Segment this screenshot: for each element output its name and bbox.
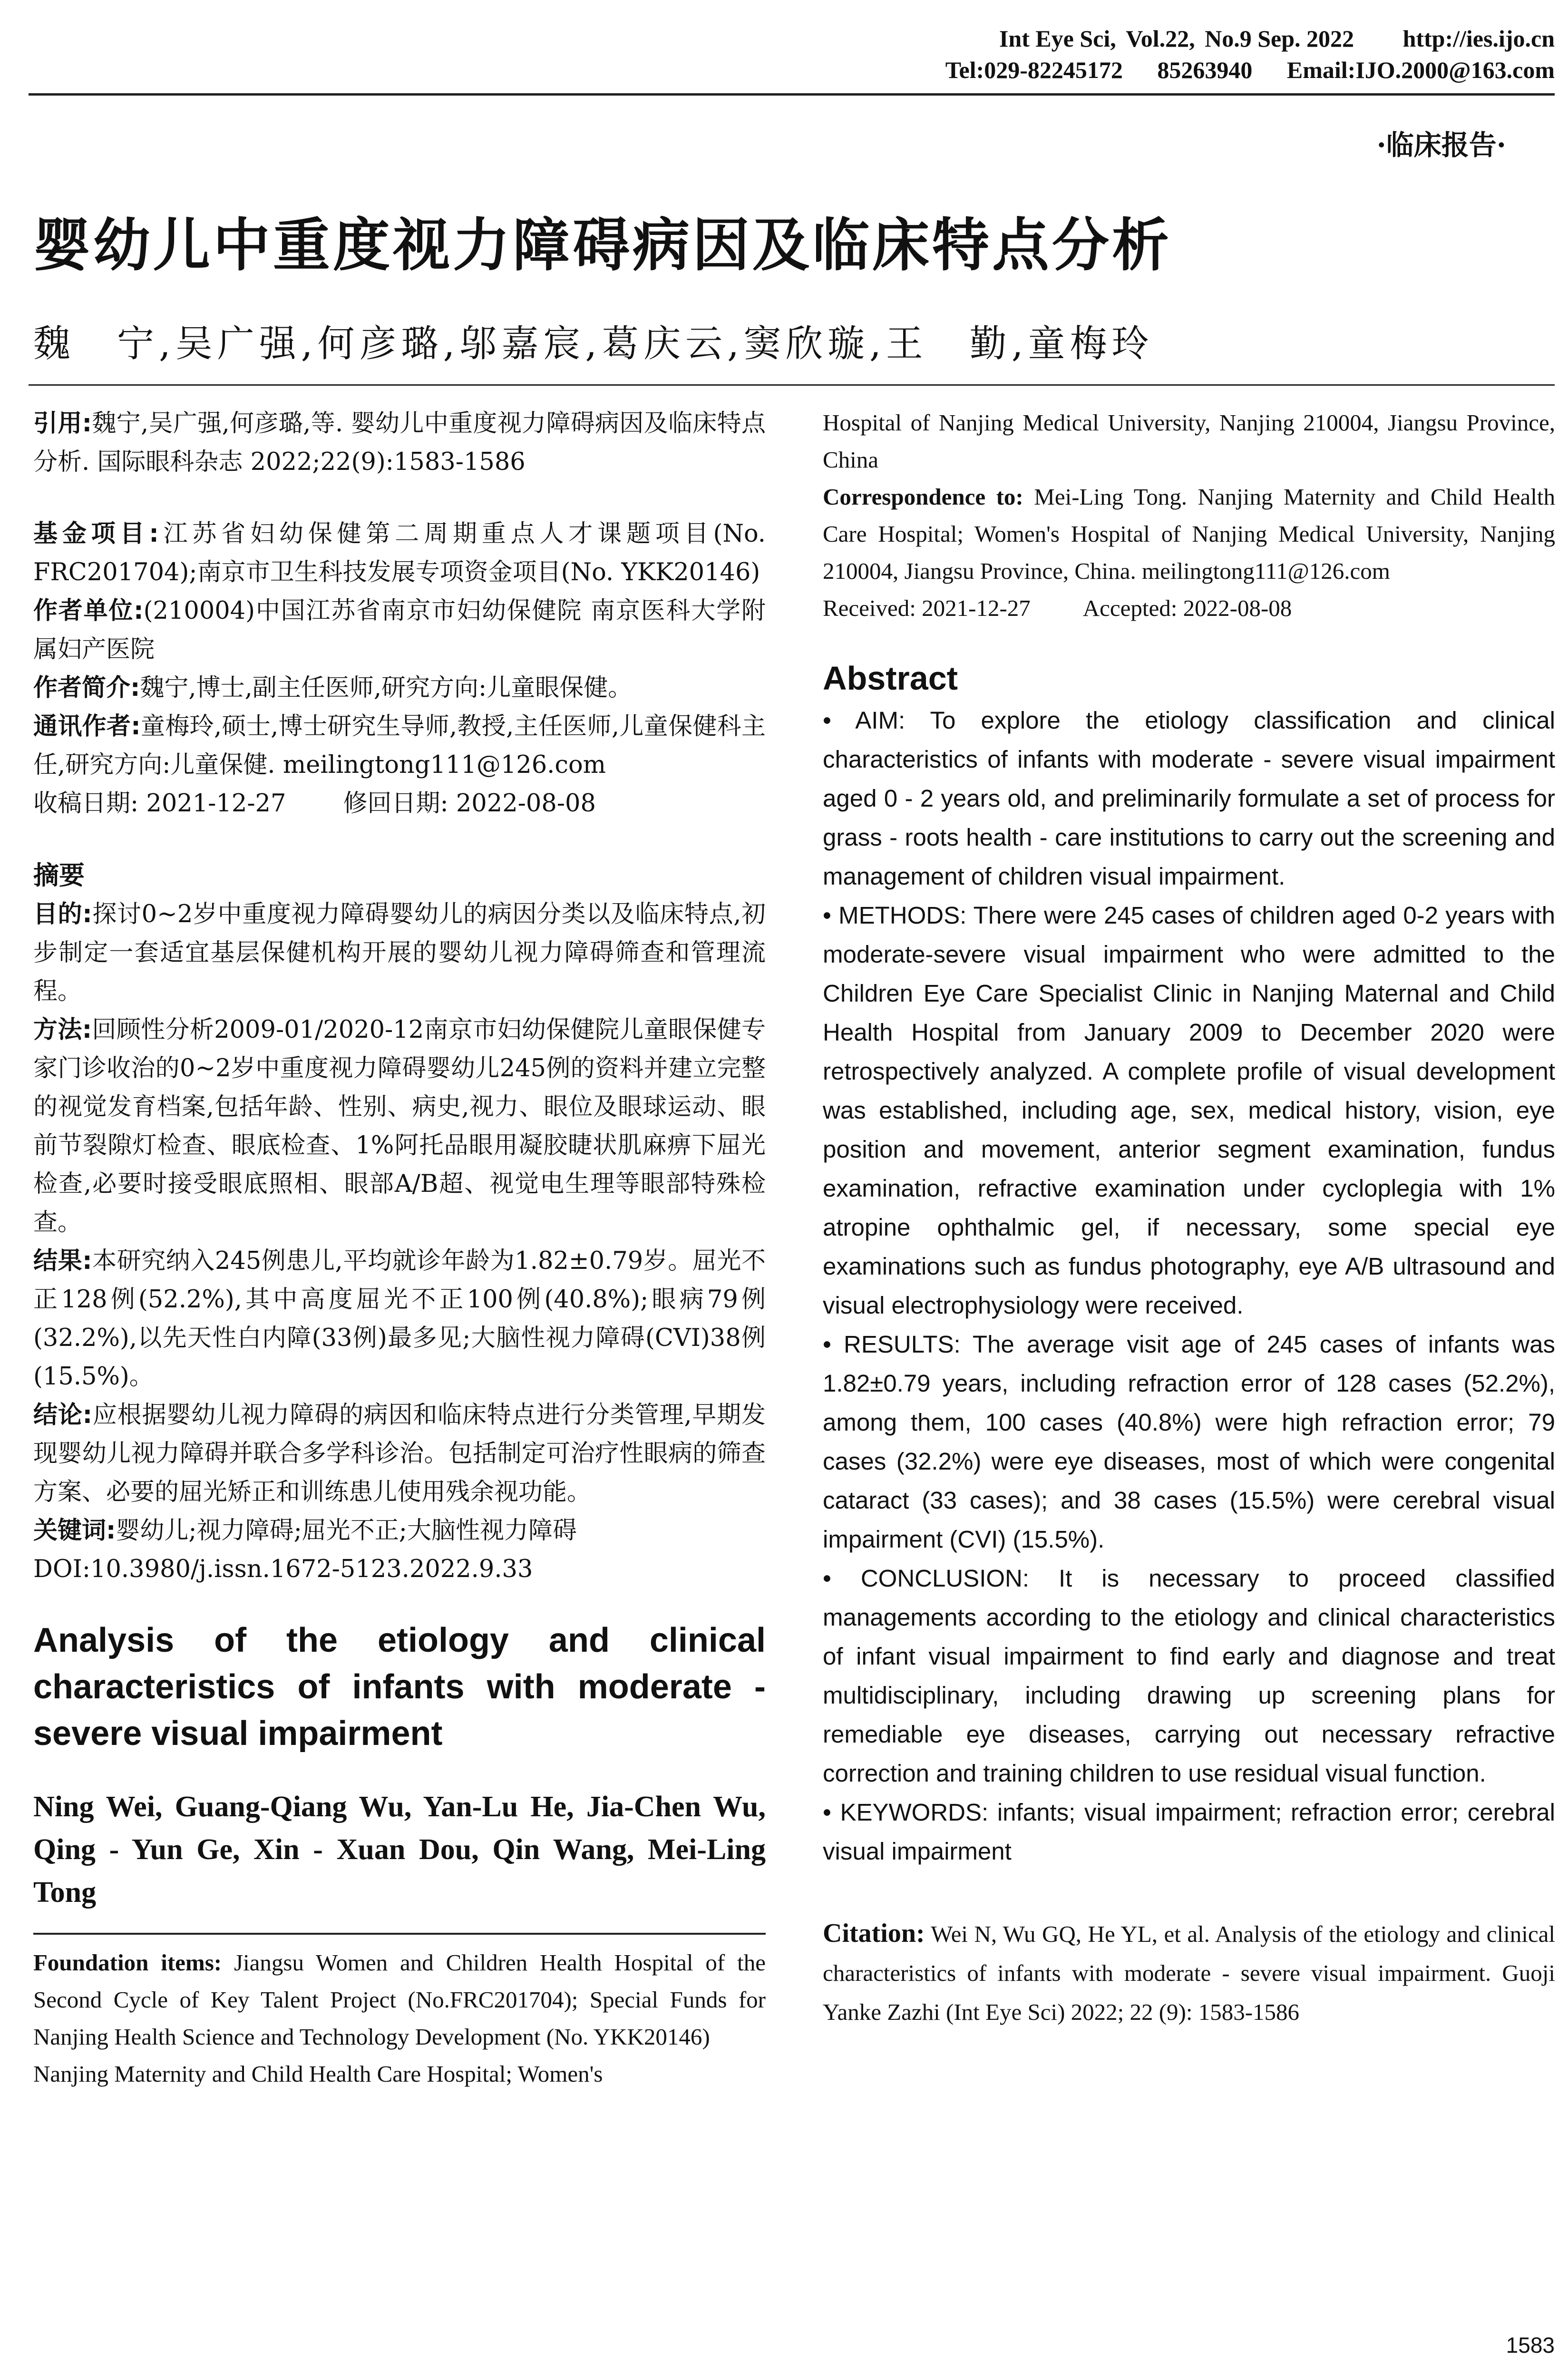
doi[interactable]: DOI:10.3980/j.issn.1672-5123.2022.9.33 bbox=[33, 1555, 533, 1583]
journal-header bbox=[945, 23, 1555, 86]
fund-zh-text: 江苏省妇幼保健第二周期重点人才课题项目(No. FRC201704);南京市卫生科技发展专项资金项目(No. YKK20146) bbox=[33, 520, 766, 586]
journal-issue: No.9 Sep. 2022 bbox=[1205, 25, 1354, 52]
foundation-en-text: Jiangsu Women and Children Health Hospital of the Second Cycle of Key Talent Project (No.FRC201704); Special Funds for Nanjing Health Science and Technology Development (No. YKK20146) bbox=[33, 1949, 766, 2050]
unit-zh bbox=[33, 592, 766, 669]
keywords-zh-label: 关键词: bbox=[33, 1517, 116, 1545]
header-row-2 bbox=[945, 54, 1555, 86]
header-row-1: Int Eye Sci, Vol.22, No.9 Sep. 2022 http://ies.ijo.cn bbox=[999, 25, 1555, 52]
aim-zh-text: 探讨0~2岁中重度视力障碍婴幼儿的病因分类以及临床特点,初步制定一套适宜基层保健机构开展的婴幼儿视力障碍筛查和管理流程。 bbox=[33, 900, 766, 1005]
journal-tel2: 85263940 bbox=[1157, 57, 1253, 83]
abstract-head-en: Abstract bbox=[823, 660, 958, 697]
journal-tel: Tel:029-82245172 bbox=[945, 57, 1123, 83]
citation-en-text: Wei N, Wu GQ, He YL, et al. Analysis of the etiology and clinical characteristics of infants with moderate - severe visual impairment. Guoji Yanke Zazhi (Int Eye Sci) 2022; 22 (9): 1583-1586 bbox=[823, 1921, 1555, 2025]
methods-zh-text: 回顾性分析2009-01/2020-12南京市妇幼保健院儿童眼保健专家门诊收治的0~2岁中重度视力障碍婴幼儿245例的资料并建立完整的视觉发育档案,包括年龄、性别、病史,视力、眼位及眼球运动、眼前节裂隙灯检查、眼底检查、1%阿托品眼用凝胶睫状肌麻痹下屈光检查,必要时接受眼底照相、眼部A/B超、视觉电生理等眼部特殊检查。 bbox=[33, 1016, 766, 1237]
results-zh-text: 本研究纳入245例患儿,平均就诊年龄为1.82±0.79岁。屈光不正128例(52.2%),其中高度屈光不正100例(40.8%);眼病79例(32.2%),以先天性白内障(33例)最多见;大脑性视力障碍(CVI)38例(15.5%)。 bbox=[33, 1247, 766, 1391]
section-tag: ·临床报告· bbox=[1376, 129, 1506, 161]
received-en: Received: 2021-12-27 bbox=[823, 595, 1031, 621]
journal-name: Int Eye Sci bbox=[999, 25, 1110, 52]
citation-en-label: Citation: bbox=[823, 1919, 925, 1948]
journal-url[interactable]: http://ies.ijo.cn bbox=[1402, 25, 1555, 52]
unit-zh-label: 作者单位: bbox=[33, 597, 144, 625]
fund-zh bbox=[33, 515, 766, 592]
results-zh bbox=[33, 1242, 766, 1396]
citation-en bbox=[823, 1914, 1555, 2032]
dates-en bbox=[823, 590, 1555, 627]
title-rule bbox=[29, 384, 1555, 386]
conclusion-zh bbox=[33, 1396, 766, 1511]
aim-zh-label: 目的: bbox=[33, 900, 92, 928]
bio-zh bbox=[33, 669, 766, 707]
authors-en: Ning Wei, Guang-Qiang Wu, Yan-Lu He, Jia-Chen Wu, Qing - Yun Ge, Xin - Xuan Dou, Qin Wang, Mei-Ling Tong bbox=[33, 1791, 766, 1909]
conclusion-zh-text: 应根据婴幼儿视力障碍的病因和临床特点进行分类管理,早期发现婴幼儿视力障碍并联合多学科诊治。包括制定可治疗性眼病的筛查方案、必要的屈光矫正和训练患儿使用残余视功能。 bbox=[33, 1401, 766, 1506]
correspondence-en bbox=[823, 478, 1555, 590]
aim-en: • AIM: To explore the etiology classification and clinical characteristics of infants with moderate - severe visual impairment aged 0 - 2 years old, and preliminarily formulate a set of process for grass - roots health - care institutions to carry out the screening and management of children visual impairment. bbox=[823, 707, 1555, 890]
revised-zh: 修回日期: 2022-08-08 bbox=[343, 789, 596, 818]
correspondence-en-text: Mei-Ling Tong. Nanjing Maternity and Child Health Care Hospital; Women's Hospital of Nanjing Medical University, Nanjing 210004, Jiangsu Province, China. meilingtong111@126.com bbox=[823, 484, 1556, 584]
header-rule bbox=[29, 93, 1555, 96]
corr-zh-label: 通讯作者: bbox=[33, 712, 141, 740]
methods-en: • METHODS: There were 245 cases of children aged 0-2 years with moderate-severe visual impairment who were admitted to the Children Eye Care Specialist Clinic in Nanjing Maternal and Child Health Hospital from January 2009 to December 2020 were retrospectively analyzed. A complete profile of visual development was established, including age, sex, medical history, vision, eye position and movement, anterior segment examination, fundus examination, refractive examination under cycloplegia with 1% atropine ophthalmic gel, if necessary, some special eye examinations such as fundus photography, eye A/B ultrasound and visual electrophysiology were received. bbox=[823, 902, 1555, 1319]
foundation-en bbox=[33, 1944, 766, 2056]
abstract-en bbox=[823, 701, 1555, 1871]
methods-zh-label: 方法: bbox=[33, 1016, 92, 1044]
journal-volume: Vol.22 bbox=[1126, 25, 1189, 52]
foundation-en-label: Foundation items: bbox=[33, 1949, 222, 1976]
accepted-en: Accepted: 2022-08-08 bbox=[1082, 595, 1292, 621]
results-en: • RESULTS: The average visit age of 245 cases of infants was 1.82±0.79 years, including refraction error of 128 cases (52.2%), among them, 100 cases (40.8%) were high refraction error; 79 cases (32.2%) were eye diseases, most of which were congenital cataract (33 cases); and 38 cases (15.5%) were cerebral visual impairment (CVI) (15.5%). bbox=[823, 1331, 1555, 1553]
citation-zh-text: 魏宁,吴广强,何彦璐,等. 婴幼儿中重度视力障碍病因及临床特点分析. 国际眼科杂志 2022;22(9):1583-1586 bbox=[33, 409, 766, 476]
conclusion-en: • CONCLUSION: It is necessary to proceed classified managements according to the etiology and clinical characteristics of infant visual impairment to find early and diagnose and treat multidisciplinary, including drawing up screening plans for remediable eye diseases, carrying out necessary refractive correction and training children to use residual visual function. bbox=[823, 1565, 1555, 1787]
citation-zh-label: 引用: bbox=[33, 409, 92, 438]
keywords-zh bbox=[33, 1511, 766, 1550]
keywords-en: • KEYWORDS: infants; visual impairment; refraction error; cerebral visual impairment bbox=[823, 1799, 1555, 1865]
journal-email[interactable]: Email:IJO.2000@163.com bbox=[1286, 57, 1555, 83]
keywords-zh-text: 婴幼儿;视力障碍;屈光不正;大脑性视力障碍 bbox=[116, 1517, 577, 1545]
unit-zh-text: (210004)中国江苏省南京市妇幼保健院 南京医科大学附属妇产医院 bbox=[33, 597, 766, 663]
methods-zh bbox=[33, 1011, 766, 1242]
title-en: Analysis of the etiology and clinical characteristics of infants with moderate - severe visual impairment bbox=[33, 1621, 766, 1753]
abstract-head-zh: 摘要 bbox=[33, 860, 85, 890]
bio-zh-label: 作者简介: bbox=[33, 674, 140, 702]
authors-zh: 魏 宁,吴广强,何彦璐,邬嘉宸,葛庆云,窦欣璇,王 勤,童梅玲 bbox=[33, 322, 1154, 365]
dates-zh bbox=[33, 784, 766, 823]
received-zh: 收稿日期: 2021-12-27 bbox=[33, 789, 286, 818]
affiliation-en-cont: Hospital of Nanjing Medical University, Nanjing 210004, Jiangsu Province, China bbox=[823, 409, 1555, 473]
bio-zh-text: 魏宁,博士,副主任医师,研究方向:儿童眼保健。 bbox=[140, 674, 633, 702]
left-divider bbox=[33, 1933, 766, 1935]
right-column bbox=[823, 404, 1555, 2032]
page-number: 1583 bbox=[1506, 2333, 1555, 2358]
fund-zh-label: 基金项目: bbox=[33, 520, 159, 548]
corr-zh-text: 童梅玲,硕士,博士研究生导师,教授,主任医师,儿童保健科主任,研究方向:儿童保健. meilingtong111@126.com bbox=[33, 712, 766, 779]
correspondence-en-label: Correspondence to: bbox=[823, 484, 1023, 510]
aim-zh bbox=[33, 895, 766, 1011]
left-column bbox=[33, 404, 766, 2093]
corr-zh bbox=[33, 707, 766, 784]
conclusion-zh-label: 结论: bbox=[33, 1401, 93, 1429]
affiliation-en: Nanjing Maternity and Child Health Care Hospital; Women's bbox=[33, 2061, 603, 2087]
results-zh-label: 结果: bbox=[33, 1247, 92, 1275]
citation-zh bbox=[33, 404, 766, 481]
title-zh: 婴幼儿中重度视力障碍病因及临床特点分析 bbox=[33, 213, 1172, 279]
